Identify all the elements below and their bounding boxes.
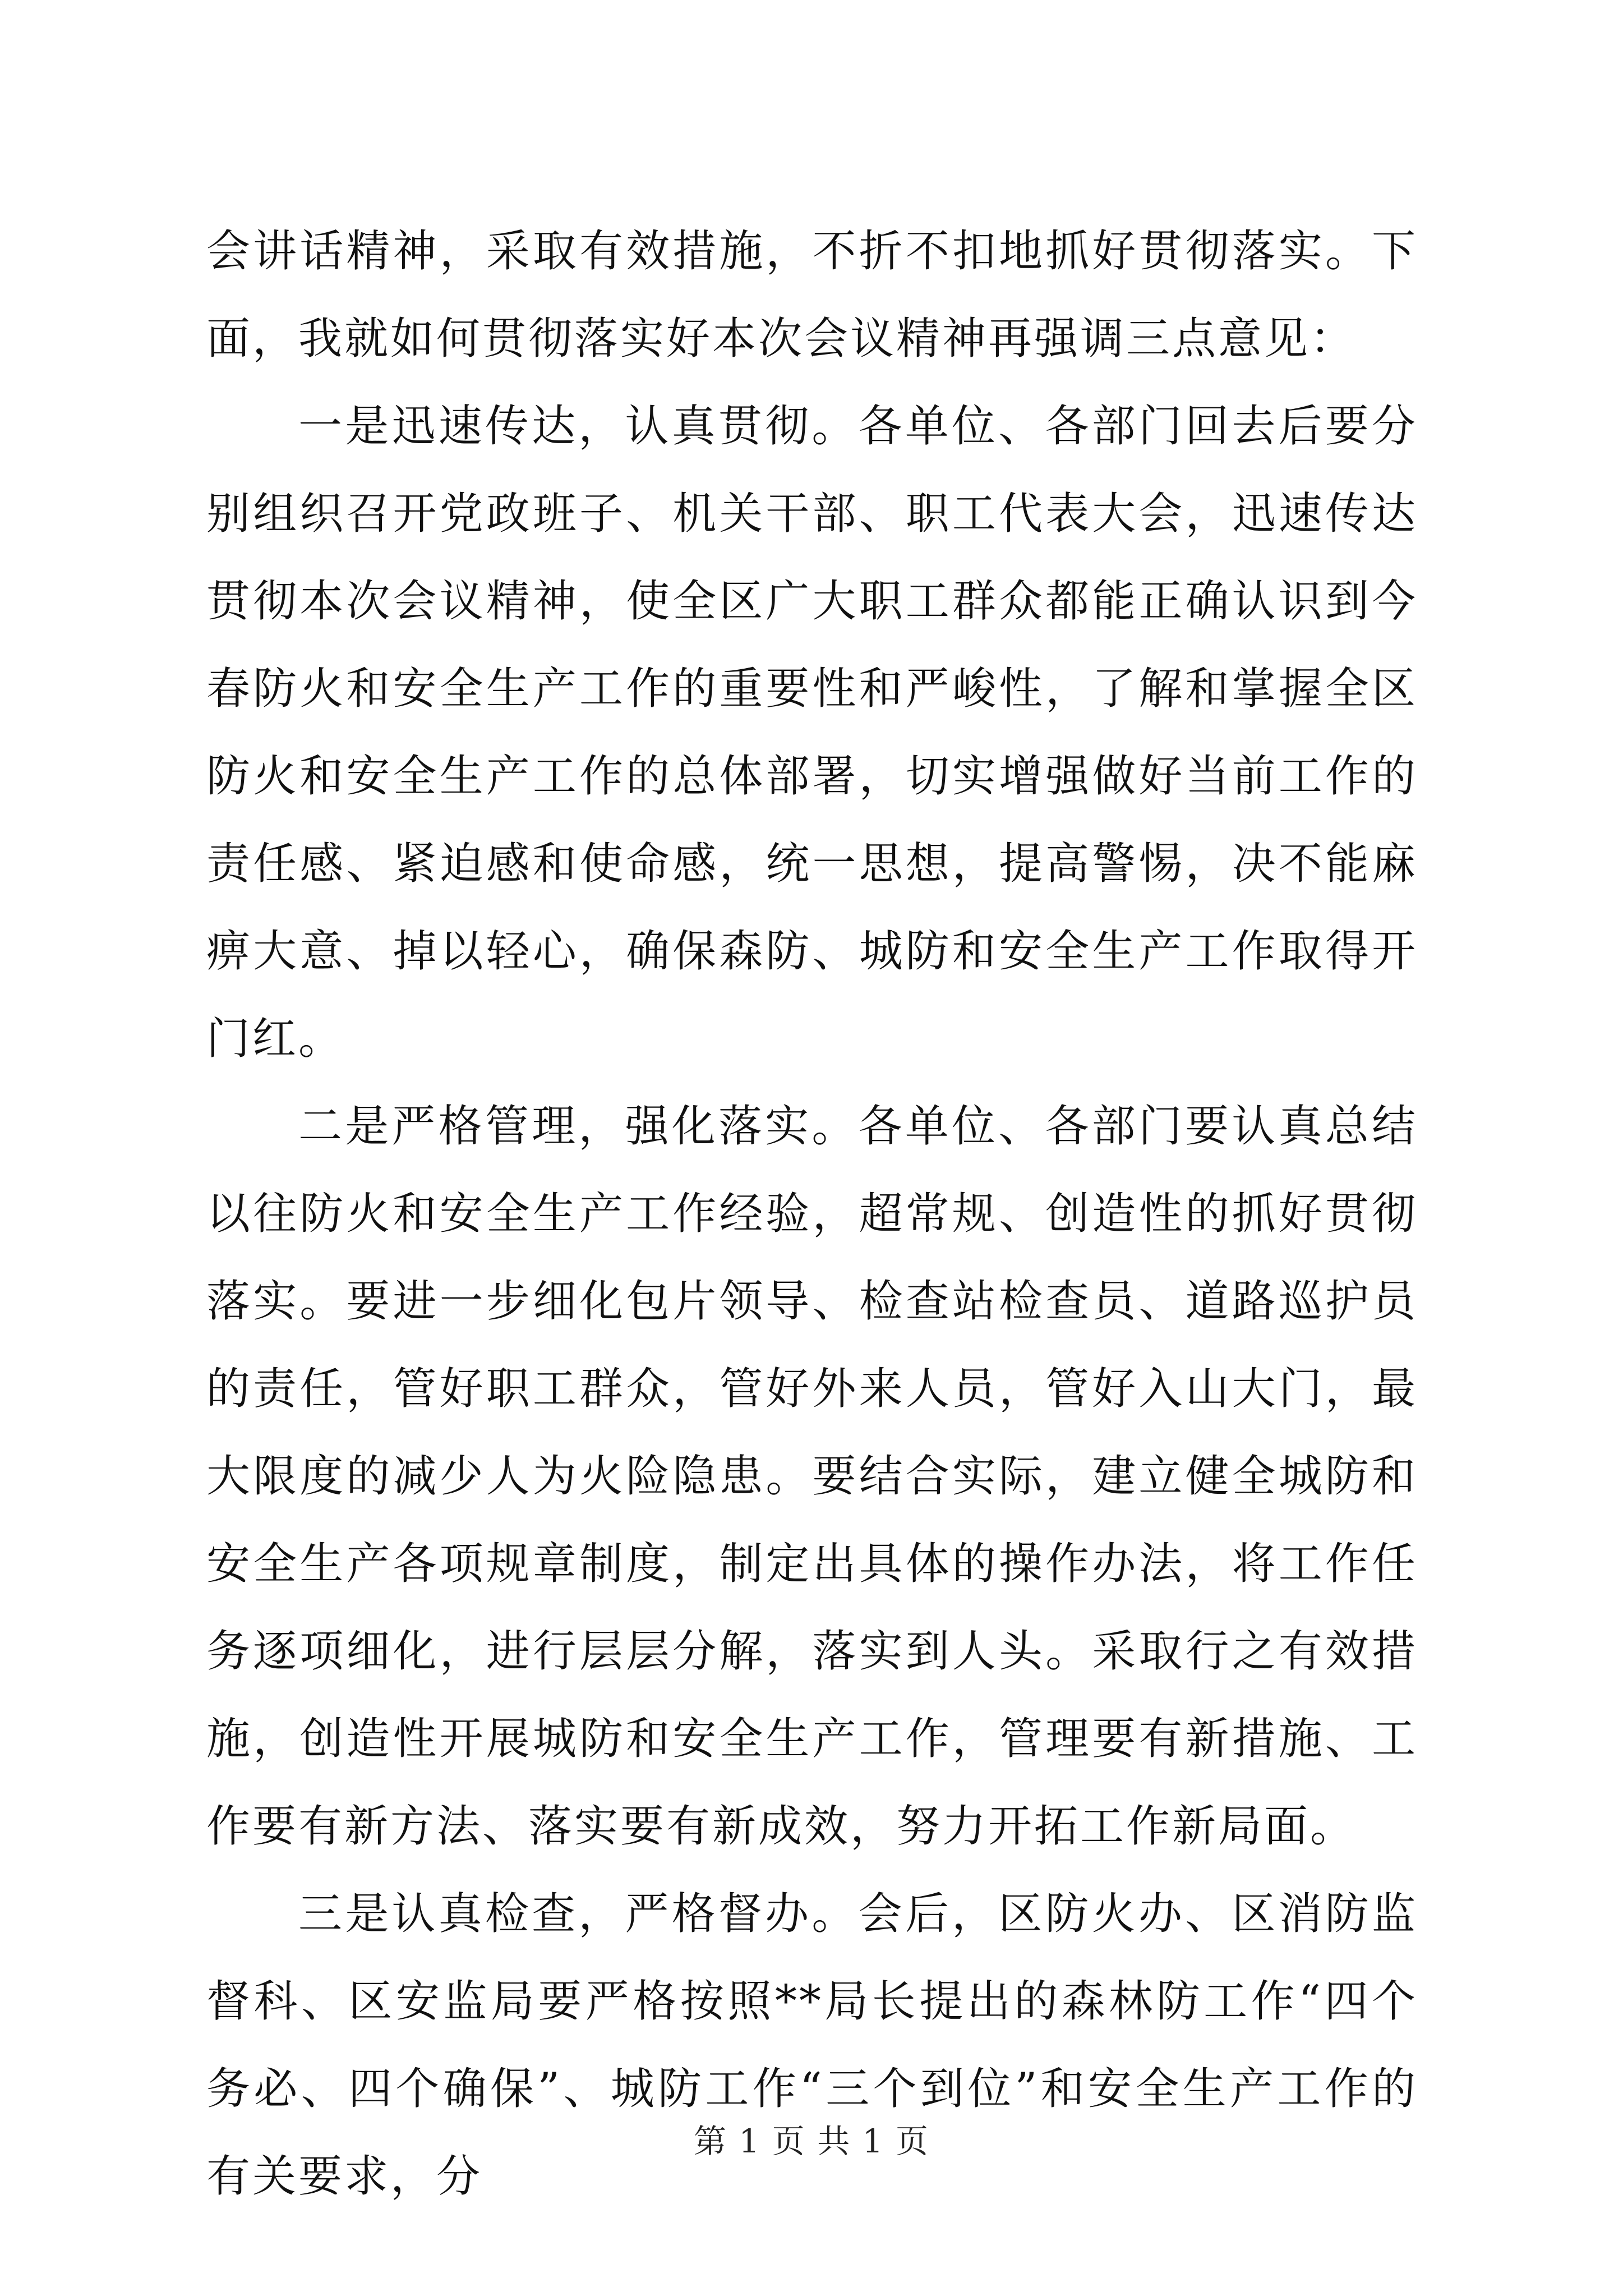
- page-number-footer: 第 1 页 共 1 页: [694, 2122, 929, 2160]
- paragraph-point-one: 一是迅速传达，认真贯彻。各单位、各部门回去后要分别组织召开党政班子、机关干部、职工代表大会，迅速传达贯彻本次会议精神，使全区广大职工群众都能正确认识到今春防火和安全生产工作的重要性和严峻性，了解和掌握全区防火和安全生产工作的总体部署，切实增强做好当前工作的责任感、紧迫感和使命感，统一思想，提高警惕，决不能麻痹大意、掉以轻心，确保森防、城防和安全生产工作取得开门红。: [206, 401, 1418, 1064]
- document-body: [206, 208, 1418, 2220]
- paragraph-continued: 会讲话精神，采取有效措施，不折不扣地抓好贯彻落实。下面，我就如何贯彻落实好本次会议精神再强调三点意见：: [206, 226, 1418, 364]
- paragraph-point-three: 三是认真检查，严格督办。会后，区防火办、区消防监督科、区安监局要严格按照**局长提出的森林防工作“四个务必、四个确保”、城防工作“三个到位”和安全生产工作的有关要求，分: [206, 1889, 1418, 2202]
- paragraph-point-two: 二是严格管理，强化落实。各单位、各部门要认真总结以往防火和安全生产工作经验，超常规、创造性的抓好贯彻落实。要进一步细化包片领导、检查站检查员、道路巡护员的责任，管好职工群众，管好外来人员，管好入山大门，最大限度的减少人为火险隐患。要结合实际，建立健全城防和安全生产各项规章制度，制定出具体的操作办法，将工作任务逐项细化，进行层层分解，落实到人头。采取行之有效措施，创造性开展城防和安全生产工作，管理要有新措施、工作要有新方法、落实要有新成效，努力开拓工作新局面。: [206, 1101, 1418, 1852]
